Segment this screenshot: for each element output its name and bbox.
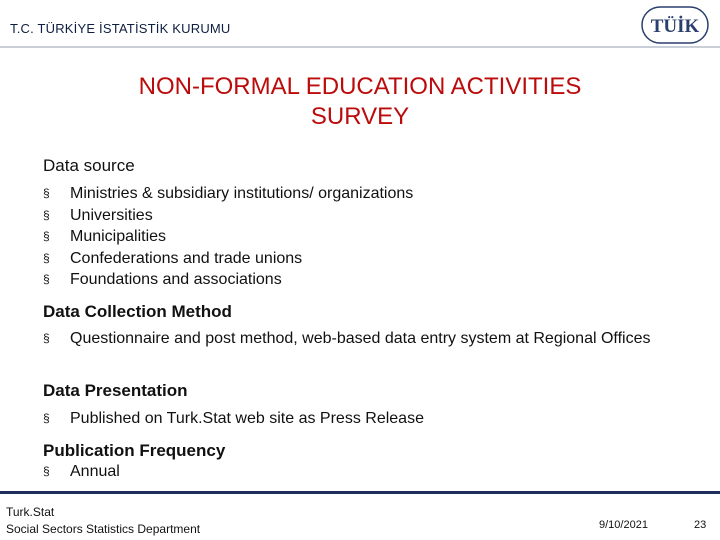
footer-date: 9/10/2021 (599, 519, 648, 531)
footer-divider (0, 491, 720, 494)
bullet-icon: § (43, 207, 50, 222)
list-item: § Foundations and associations (43, 269, 413, 291)
list-item: § Ministries & subsidiary institutions/ organizations (43, 183, 413, 205)
data-source-list (43, 183, 413, 291)
bullet-icon: § (43, 272, 50, 286)
list-item: § Universities (43, 205, 413, 227)
list-item: § Questionnaire and post method, web-based data entry system at Regional Offices (43, 328, 693, 350)
page-number: 23 (694, 519, 707, 531)
organization-name: T.C. TÜRKİYE İSTATİSTİK KURUMU (10, 21, 231, 36)
logo-text: TÜİK (650, 16, 700, 37)
data-source-heading: Data source (43, 156, 135, 175)
slide-title-line-2: SURVEY (310, 103, 410, 130)
bullet-icon: § (43, 250, 50, 265)
footer-org: Turk.Stat (6, 505, 55, 519)
bullet-icon: § (43, 229, 50, 243)
list-item: § Municipalities (43, 226, 413, 248)
data-presentation-list (43, 408, 424, 430)
bullet-icon: § (43, 464, 50, 478)
tuik-logo (641, 6, 709, 44)
publication-frequency-list (43, 461, 120, 483)
footer-department: Social Sectors Statistics Department (6, 522, 201, 536)
bullet-icon: § (43, 186, 50, 200)
data-collection-heading: Data Collection Method (43, 302, 232, 321)
footer-source (6, 504, 200, 538)
data-presentation-heading: Data Presentation (43, 381, 188, 400)
publication-frequency-heading: Publication Frequency (43, 441, 226, 460)
list-item: § Confederations and trade unions (43, 248, 413, 270)
list-item: § Published on Turk.Stat web site as Press Release (43, 408, 424, 430)
header-divider (0, 46, 720, 48)
bullet-icon: § (43, 331, 50, 345)
slide-title-line-1: NON-FORMAL EDUCATION ACTIVITIES (138, 73, 582, 100)
list-item: § Annual (43, 461, 120, 483)
bullet-icon: § (43, 411, 50, 425)
data-collection-list (43, 328, 693, 350)
slide-title (60, 72, 660, 132)
